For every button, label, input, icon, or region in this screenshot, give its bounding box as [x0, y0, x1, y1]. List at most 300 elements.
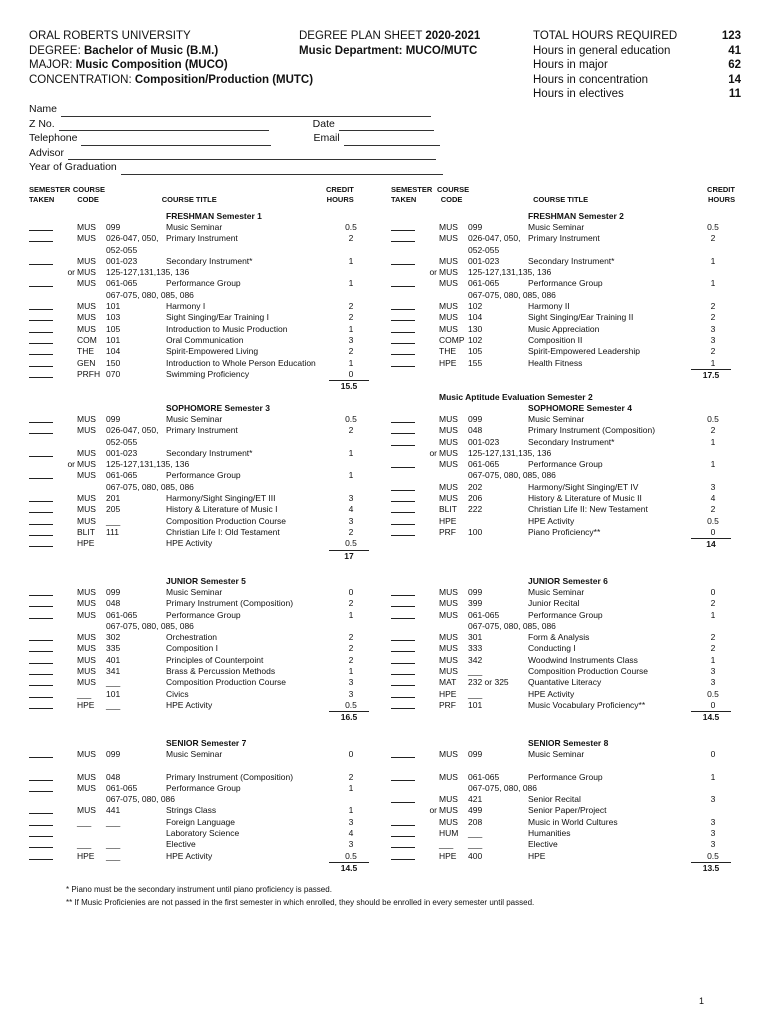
taken-blank[interactable]: [29, 369, 56, 380]
date-field[interactable]: [339, 120, 434, 131]
course-number: ___: [468, 688, 483, 699]
taken-line[interactable]: [391, 828, 415, 837]
course-prefix: [418, 839, 439, 850]
taken-line[interactable]: [391, 346, 415, 355]
course-prefix: [418, 783, 439, 794]
course-number: 441: [106, 805, 121, 816]
course-row: [391, 817, 733, 828]
taken-blank[interactable]: [29, 783, 56, 794]
course-dept: HPE: [77, 699, 95, 710]
course-number: 061-065: [106, 609, 138, 620]
course-title: Performance Group: [166, 782, 241, 793]
taken-blank[interactable]: [29, 312, 56, 323]
course-prefix: [56, 666, 77, 677]
taken-blank[interactable]: [391, 504, 418, 515]
taken-blank: [391, 760, 418, 771]
taken-blank[interactable]: [29, 516, 56, 527]
taken-blank: [29, 760, 56, 771]
taken-line[interactable]: [29, 587, 53, 596]
course-prefix: [418, 610, 439, 621]
taken-line[interactable]: [391, 689, 415, 698]
taken-line[interactable]: [391, 700, 415, 709]
taken-blank[interactable]: [391, 772, 418, 783]
course-number: 067-075, 080, 085, 086: [106, 289, 194, 300]
taken-line[interactable]: [391, 677, 415, 686]
taken-line[interactable]: [391, 425, 415, 434]
course-prefix: [418, 621, 439, 632]
taken-blank[interactable]: [29, 700, 56, 711]
semester-title: SENIOR Semester 7: [166, 738, 247, 748]
taken-blank[interactable]: [391, 256, 418, 267]
taken-line[interactable]: [29, 749, 53, 758]
credit-hours: 0.5: [345, 414, 357, 424]
taken-blank[interactable]: [29, 256, 56, 267]
taken-blank[interactable]: [391, 301, 418, 312]
col-credit: CREDIT: [707, 185, 735, 194]
course-prefix: [418, 504, 439, 515]
course-dept: MUS: [439, 222, 458, 232]
taken-line[interactable]: [29, 278, 53, 287]
taken-line[interactable]: [391, 516, 415, 525]
taken-blank[interactable]: [391, 312, 418, 323]
taken-blank[interactable]: [391, 632, 418, 643]
taken-line[interactable]: [391, 772, 415, 781]
taken-line[interactable]: [391, 324, 415, 333]
credit-hours: 2: [710, 346, 716, 357]
credit-hours: 0.5: [707, 414, 719, 424]
taken-line[interactable]: [29, 655, 53, 664]
taken-line[interactable]: [391, 233, 415, 242]
taken-line[interactable]: [29, 516, 53, 525]
taken-blank[interactable]: [29, 851, 56, 862]
taken-blank[interactable]: [391, 817, 418, 828]
course-number: 052-055: [468, 244, 500, 255]
taken-line[interactable]: [29, 504, 53, 513]
taken-blank[interactable]: [29, 666, 56, 677]
credit-hours: 0.5: [345, 538, 357, 549]
course-dept: [439, 760, 468, 771]
course-prefix: [418, 278, 439, 289]
taken-line[interactable]: [29, 643, 53, 652]
taken-line[interactable]: [29, 358, 53, 367]
course-prefix: [56, 335, 77, 346]
semester-block-7: [29, 738, 371, 873]
taken-blank[interactable]: [391, 794, 418, 805]
taken-line[interactable]: [29, 828, 53, 837]
taken-line[interactable]: [29, 527, 53, 536]
course-title: Spirit-Empowered Leadership: [528, 346, 640, 357]
taken-blank[interactable]: [29, 448, 56, 459]
name-field[interactable]: [61, 106, 431, 117]
credit-hours: 3: [710, 816, 716, 827]
credit-hours: [331, 794, 371, 805]
hours-value: 11: [728, 88, 741, 100]
taken-line[interactable]: [29, 324, 53, 333]
taken-blank[interactable]: [391, 233, 418, 244]
taken-line[interactable]: [391, 414, 415, 423]
course-title: Sight Singing/Ear Training II: [528, 312, 634, 323]
credit-hours: 2: [348, 526, 354, 537]
credit-hours: 1: [710, 278, 716, 289]
taken-blank[interactable]: [29, 828, 56, 839]
taken-blank[interactable]: [29, 538, 56, 549]
course-dept: MUS: [439, 312, 458, 323]
course-prefix: [418, 527, 439, 538]
course-title: Humanities: [528, 828, 571, 839]
taken-blank[interactable]: [391, 222, 418, 233]
taken-line[interactable]: [29, 598, 53, 607]
taken-line[interactable]: [391, 222, 415, 231]
course-dept: ___: [439, 839, 454, 850]
course-prefix: [56, 655, 77, 666]
course-dept: MUS: [439, 481, 458, 492]
taken-blank[interactable]: [391, 516, 418, 527]
course-prefix: [56, 369, 77, 380]
credit-hours: 3: [710, 828, 716, 839]
course-title: Primary Instrument (Composition): [166, 598, 294, 609]
taken-line[interactable]: [391, 437, 415, 446]
taken-line[interactable]: [29, 369, 53, 378]
hours-label: TOTAL HOURS REQUIRED: [533, 30, 678, 42]
taken-line[interactable]: [29, 414, 53, 423]
taken-line[interactable]: [391, 643, 415, 652]
taken-line[interactable]: [29, 312, 53, 321]
taken-blank[interactable]: [29, 587, 56, 598]
taken-line[interactable]: [391, 335, 415, 344]
taken-blank[interactable]: [29, 233, 56, 244]
credit-hours: 0: [710, 699, 716, 710]
course-title: HPE Activity: [528, 688, 575, 699]
taken-blank[interactable]: [29, 414, 56, 425]
taken-line[interactable]: [29, 301, 53, 310]
semester-title: SOPHOMORE Semester 4: [528, 403, 632, 413]
taken-line[interactable]: [391, 794, 415, 803]
course-number: 061-065: [468, 278, 500, 289]
taken-line[interactable]: [391, 587, 415, 596]
semester-total: [29, 862, 371, 873]
credit-hours: 1: [348, 782, 354, 793]
taken-line[interactable]: [29, 851, 53, 860]
taken-blank[interactable]: [29, 817, 56, 828]
taken-blank[interactable]: [29, 301, 56, 312]
course-row: [29, 598, 371, 609]
credit-hours: [331, 459, 371, 470]
taken-line[interactable]: [29, 256, 53, 265]
taken-blank[interactable]: [391, 459, 418, 470]
course-title: Harmony I: [166, 301, 206, 312]
course-dept: MUS: [439, 425, 458, 436]
credit-hours: 3: [710, 839, 716, 850]
course-row: [391, 749, 733, 760]
taken-blank[interactable]: [29, 805, 56, 816]
taken-blank[interactable]: [29, 643, 56, 654]
taken-blank[interactable]: [391, 324, 418, 335]
course-row: [29, 610, 371, 621]
credit-hours: 3: [348, 688, 354, 699]
course-prefix: [418, 482, 439, 493]
taken-line[interactable]: [29, 677, 53, 686]
course-row: [391, 470, 733, 481]
credit-hours: [693, 760, 733, 771]
course-row: [391, 516, 733, 527]
course-number: 061-065: [106, 278, 138, 289]
course-dept: HPE: [439, 850, 457, 861]
course-number: 206: [468, 493, 483, 504]
taken-line[interactable]: [29, 783, 53, 792]
course-row: [391, 655, 733, 666]
taken-line[interactable]: [29, 839, 53, 848]
taken-line[interactable]: [29, 610, 53, 619]
taken-blank[interactable]: [391, 655, 418, 666]
taken-blank[interactable]: [391, 425, 418, 436]
credit-hours: 0.5: [707, 688, 719, 699]
taken-blank[interactable]: [391, 610, 418, 621]
course-number: 333: [468, 643, 483, 654]
credit-hours: 3: [348, 677, 354, 688]
taken-blank[interactable]: [29, 527, 56, 538]
taken-line[interactable]: [391, 598, 415, 607]
taken-blank[interactable]: [391, 839, 418, 850]
course-number: 125-127,131,135, 136: [468, 267, 552, 278]
taken-line[interactable]: [29, 493, 53, 502]
university-name: ORAL ROBERTS UNIVERSITY: [29, 30, 191, 42]
course-title: Music Seminar: [528, 587, 585, 597]
taken-blank[interactable]: [29, 470, 56, 481]
taken-blank[interactable]: [391, 414, 418, 425]
credit-hours: 2: [710, 598, 716, 609]
taken-blank[interactable]: [29, 632, 56, 643]
course-prefix: [56, 504, 77, 515]
credit-hours: 1: [348, 470, 354, 481]
taken-blank[interactable]: [391, 851, 418, 862]
course-prefix: [56, 414, 77, 425]
taken-blank[interactable]: [29, 689, 56, 700]
taken-line[interactable]: [391, 358, 415, 367]
name-label: Name: [29, 103, 58, 115]
semester-block-6: [391, 576, 733, 722]
course-dept: MUS: [439, 794, 458, 805]
taken-blank[interactable]: [29, 346, 56, 357]
taken-line[interactable]: [29, 817, 53, 826]
taken-line[interactable]: [29, 772, 53, 781]
course-prefix: [56, 437, 77, 448]
taken-blank[interactable]: [29, 222, 56, 233]
taken-blank[interactable]: [29, 493, 56, 504]
taken-line[interactable]: [391, 482, 415, 491]
course-prefix: [56, 587, 77, 598]
semester-total: [391, 538, 733, 549]
course-prefix: [56, 256, 77, 267]
year-field[interactable]: [121, 164, 443, 175]
semester-total-value: 14.5: [691, 711, 731, 722]
course-dept: MUS: [77, 771, 96, 782]
course-row: [29, 700, 371, 711]
taken-line[interactable]: [391, 632, 415, 641]
course-prefix: [56, 805, 77, 816]
taken-blank[interactable]: [391, 700, 418, 711]
course-dept: BLIT: [439, 504, 457, 515]
course-number: 100: [468, 526, 483, 537]
course-title: Performance Group: [166, 609, 241, 620]
course-dept: MAT: [439, 677, 457, 688]
course-row: [29, 346, 371, 357]
credit-hours: 2: [348, 301, 354, 312]
course-prefix: or: [67, 267, 75, 278]
course-title: Oral Communication: [166, 334, 244, 345]
taken-blank[interactable]: [29, 278, 56, 289]
taken-line[interactable]: [29, 425, 53, 434]
course-row: [29, 839, 371, 850]
taken-blank[interactable]: [29, 839, 56, 850]
credit-hours: [331, 621, 371, 632]
course-dept: MUS: [439, 598, 458, 609]
taken-blank[interactable]: [391, 749, 418, 760]
taken-blank[interactable]: [391, 643, 418, 654]
telephone-field[interactable]: [81, 135, 271, 146]
course-row: [391, 851, 733, 862]
taken-line[interactable]: [29, 335, 53, 344]
taken-line[interactable]: [29, 805, 53, 814]
course-dept: MUS: [439, 632, 458, 643]
taken-blank[interactable]: [391, 278, 418, 289]
taken-blank[interactable]: [391, 493, 418, 504]
taken-blank[interactable]: [391, 666, 418, 677]
course-number: 061-065: [106, 782, 138, 793]
course-row: [29, 448, 371, 459]
taken-line[interactable]: [391, 493, 415, 502]
course-row: [391, 324, 733, 335]
taken-line[interactable]: [29, 538, 53, 547]
course-prefix: [56, 817, 77, 828]
taken-line[interactable]: [391, 851, 415, 860]
taken-line[interactable]: [29, 689, 53, 698]
taken-line[interactable]: [391, 278, 415, 287]
advisor-field[interactable]: [68, 149, 436, 160]
course-dept: MUS: [439, 278, 458, 289]
taken-blank[interactable]: [391, 598, 418, 609]
course-dept: MUS: [77, 255, 96, 266]
taken-blank[interactable]: [391, 482, 418, 493]
course-title: Music in World Cultures: [528, 816, 618, 827]
taken-blank[interactable]: [391, 527, 418, 538]
taken-line[interactable]: [29, 222, 53, 231]
email-field[interactable]: [344, 135, 440, 146]
taken-blank: [29, 482, 56, 493]
taken-blank[interactable]: [29, 772, 56, 783]
taken-blank[interactable]: [29, 677, 56, 688]
taken-line[interactable]: [391, 504, 415, 513]
taken-blank[interactable]: [29, 324, 56, 335]
taken-line[interactable]: [391, 655, 415, 664]
taken-blank[interactable]: [391, 677, 418, 688]
taken-line[interactable]: [29, 666, 53, 675]
credit-hours: 2: [710, 504, 716, 515]
course-number: [106, 538, 166, 549]
taken-line[interactable]: [29, 448, 53, 457]
taken-blank[interactable]: [391, 346, 418, 357]
taken-line[interactable]: [391, 527, 415, 536]
course-row: [391, 598, 733, 609]
taken-blank[interactable]: [29, 358, 56, 369]
taken-line[interactable]: [29, 632, 53, 641]
taken-line[interactable]: [391, 749, 415, 758]
col-semester: SEMESTER: [391, 185, 433, 194]
credit-hours: 3: [348, 515, 354, 526]
taken-line[interactable]: [391, 459, 415, 468]
taken-line[interactable]: [391, 817, 415, 826]
course-row: [29, 621, 371, 632]
taken-blank[interactable]: [29, 335, 56, 346]
taken-line[interactable]: [391, 666, 415, 675]
course-title: Quantative Literacy: [528, 677, 602, 688]
course-title: History & Literature of Music II: [528, 493, 642, 504]
course-title: Composition Production Course: [166, 677, 287, 688]
course-prefix: [418, 222, 439, 233]
course-prefix: [56, 245, 77, 256]
course-dept: [439, 290, 468, 301]
course-title: Elective: [528, 839, 558, 850]
course-title: HPE Activity: [166, 850, 213, 861]
taken-blank[interactable]: [29, 655, 56, 666]
taken-blank[interactable]: [391, 828, 418, 839]
course-prefix: [56, 470, 77, 481]
taken-blank[interactable]: [29, 749, 56, 760]
taken-line[interactable]: [391, 610, 415, 619]
course-dept: MUS: [439, 654, 458, 665]
taken-blank[interactable]: [29, 598, 56, 609]
taken-line[interactable]: [391, 256, 415, 265]
advisor-label: Advisor: [29, 146, 65, 159]
course-number: [106, 828, 166, 839]
course-number: 067-075, 080, 085, 086: [106, 620, 194, 631]
taken-line[interactable]: [391, 312, 415, 321]
taken-blank: [391, 448, 418, 459]
taken-blank[interactable]: [29, 610, 56, 621]
course-number: 099: [468, 222, 483, 232]
course-dept: [439, 621, 468, 632]
taken-blank[interactable]: [29, 425, 56, 436]
taken-blank[interactable]: [391, 437, 418, 448]
course-title: HPE Activity: [528, 515, 575, 526]
taken-line[interactable]: [29, 700, 53, 709]
taken-line[interactable]: [391, 839, 415, 848]
course-row: [29, 470, 371, 481]
taken-blank[interactable]: [391, 358, 418, 369]
credit-hours: [331, 245, 371, 256]
zno-field[interactable]: [59, 120, 269, 131]
course-row: [29, 278, 371, 289]
course-number: 026-047, 050,: [468, 233, 521, 244]
course-title: Swimming Proficiency: [166, 368, 250, 379]
course-prefix: [56, 689, 77, 700]
course-dept: [439, 470, 468, 481]
taken-line[interactable]: [29, 470, 53, 479]
course-row: [391, 700, 733, 711]
course-prefix: [56, 783, 77, 794]
taken-line[interactable]: [29, 233, 53, 242]
course-dept: MUS: [439, 609, 458, 620]
taken-blank[interactable]: [391, 587, 418, 598]
taken-line[interactable]: [391, 301, 415, 310]
course-number: 125-127,131,135, 136: [106, 267, 190, 278]
course-title: Primary Instrument: [528, 233, 600, 244]
course-number: 421: [468, 794, 483, 805]
taken-blank[interactable]: [29, 504, 56, 515]
taken-blank[interactable]: [391, 335, 418, 346]
course-prefix: [56, 538, 77, 549]
taken-line[interactable]: [29, 346, 53, 355]
taken-blank[interactable]: [391, 689, 418, 700]
